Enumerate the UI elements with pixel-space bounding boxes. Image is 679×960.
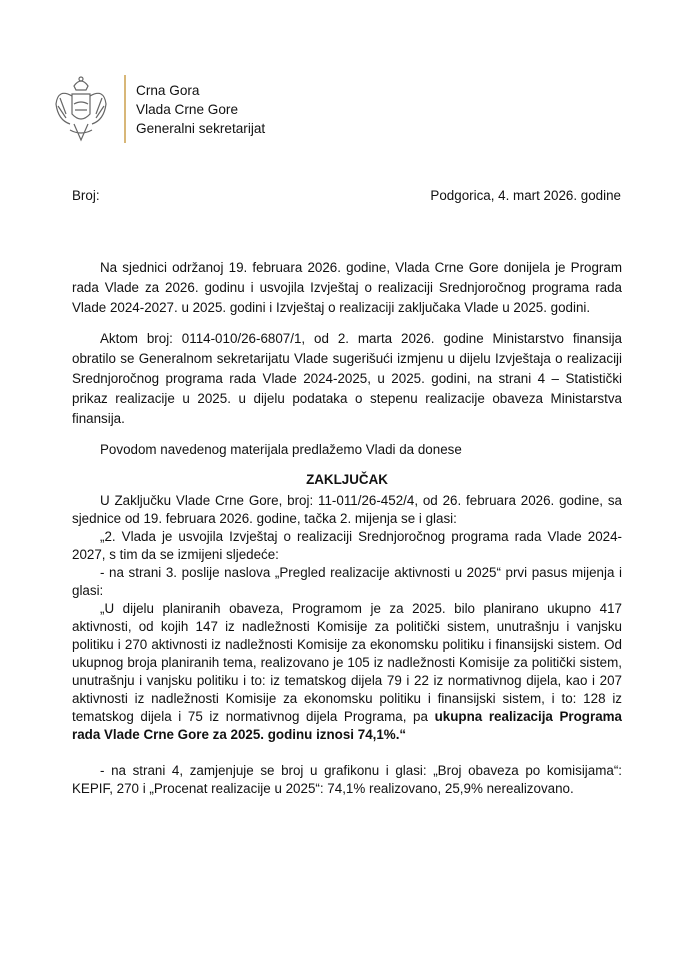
header-country: Crna Gora (136, 82, 200, 98)
document-body (72, 258, 622, 798)
proposal-paragraph: Povodom navedenog materijala predlažemo Vladi da donese (100, 442, 462, 457)
header-divider (124, 75, 126, 143)
document-number-label: Broj: (72, 188, 100, 203)
conclusion-paragraph: U Zaključku Vlade Crne Gore, broj: 11-011/26-452/4, od 26. februara 2026. godine, sa sjednice od 19. februara 2026. godine, tačka 2. mijenja se i glasi: (72, 493, 622, 526)
coat-of-arms-icon (52, 74, 110, 144)
change-page-4: - na strani 4, zamjenjuje se broj u grafikonu i glasi: „Broj obaveza po komisijama“: KEPIF, 270 i „Procenat realizacije u 2025“: 74,1% realizovano, 25,9% nerealizovano. (72, 763, 622, 796)
change-page-3: - na strani 3. poslije naslova „Pregled realizacije aktivnosti u 2025“ prvi pasus mijenja i glasi: (72, 565, 622, 598)
ministry-paragraph: Aktom broj: 0114-010/26-6807/1, od 2. marta 2026. godine Ministarstvo finansija obratilo se Generalnom sekretarijatu Vlade sugerišući izmjenu u dijelu Izvještaja o realizaciji Srednjoročnog programa rada Vlade 2024-2025, u 2025. godini, na strani 4 – Statistički prikaz realizacije u 2025. u dijelu podataka o stepenu realizacije obaveza Ministarstva finansija. (72, 331, 622, 426)
replacement-paragraph (72, 600, 622, 744)
replacement-text: „U dijelu planiranih obaveza, Programom je za 2025. bilo planirano ukupno 417 aktivnosti, od kojih 147 iz nadležnosti Komisije za politički sistem, unutrašnju i vanjsku politiku i 270 aktivnosti iz nadležnosti Komisije za ekonomsku politiku i finansijski sistem. Od ukupnog broja planiranih tema, realizovano je 105 iz nadležnosti Komisije za politički sistem, unutrašnju i vanjsku politiku i to: iz tematskog dijela 79 i 22 iz normativnog dijela, kao i 207 aktivnosti iz nadležnosti Komisije za ekonomsku politiku i finansijski sistem, i to: 128 iz tematskog dijela i 75 iz normativnog dijela Programa, pa (72, 601, 622, 724)
intro-paragraph: Na sjednici održanoj 19. februara 2026. godine, Vlada Crne Gore donijela je Program rada Vlade za 2026. godinu i usvojila Izvještaj o realizaciji Srednjoročnog programa rada Vlade 2024-2027. u 2025. godini i Izvještaj o realizaciji zaključaka Vlade u 2025. godini. (72, 260, 622, 315)
replacement-bold-text: ukupna realizacija Programa rada Vlade Crne Gore za 2025. godinu iznosi 74,1%.“ (72, 709, 622, 742)
conclusion-point-2: „2. Vlada je usvojila Izvještaj o realizaciji Srednjoročnog programa rada Vlade 2024-2027, s tim da se izmijeni sljedeće: (72, 529, 622, 562)
letterhead (52, 74, 265, 144)
header-government: Vlada Crne Gore (136, 101, 239, 117)
conclusion-title: ZAKLJUČAK (306, 472, 388, 487)
place-date: Podgorica, 4. mart 2026. godine (430, 188, 621, 203)
header-department: Generalni sekretarijat (136, 120, 266, 136)
